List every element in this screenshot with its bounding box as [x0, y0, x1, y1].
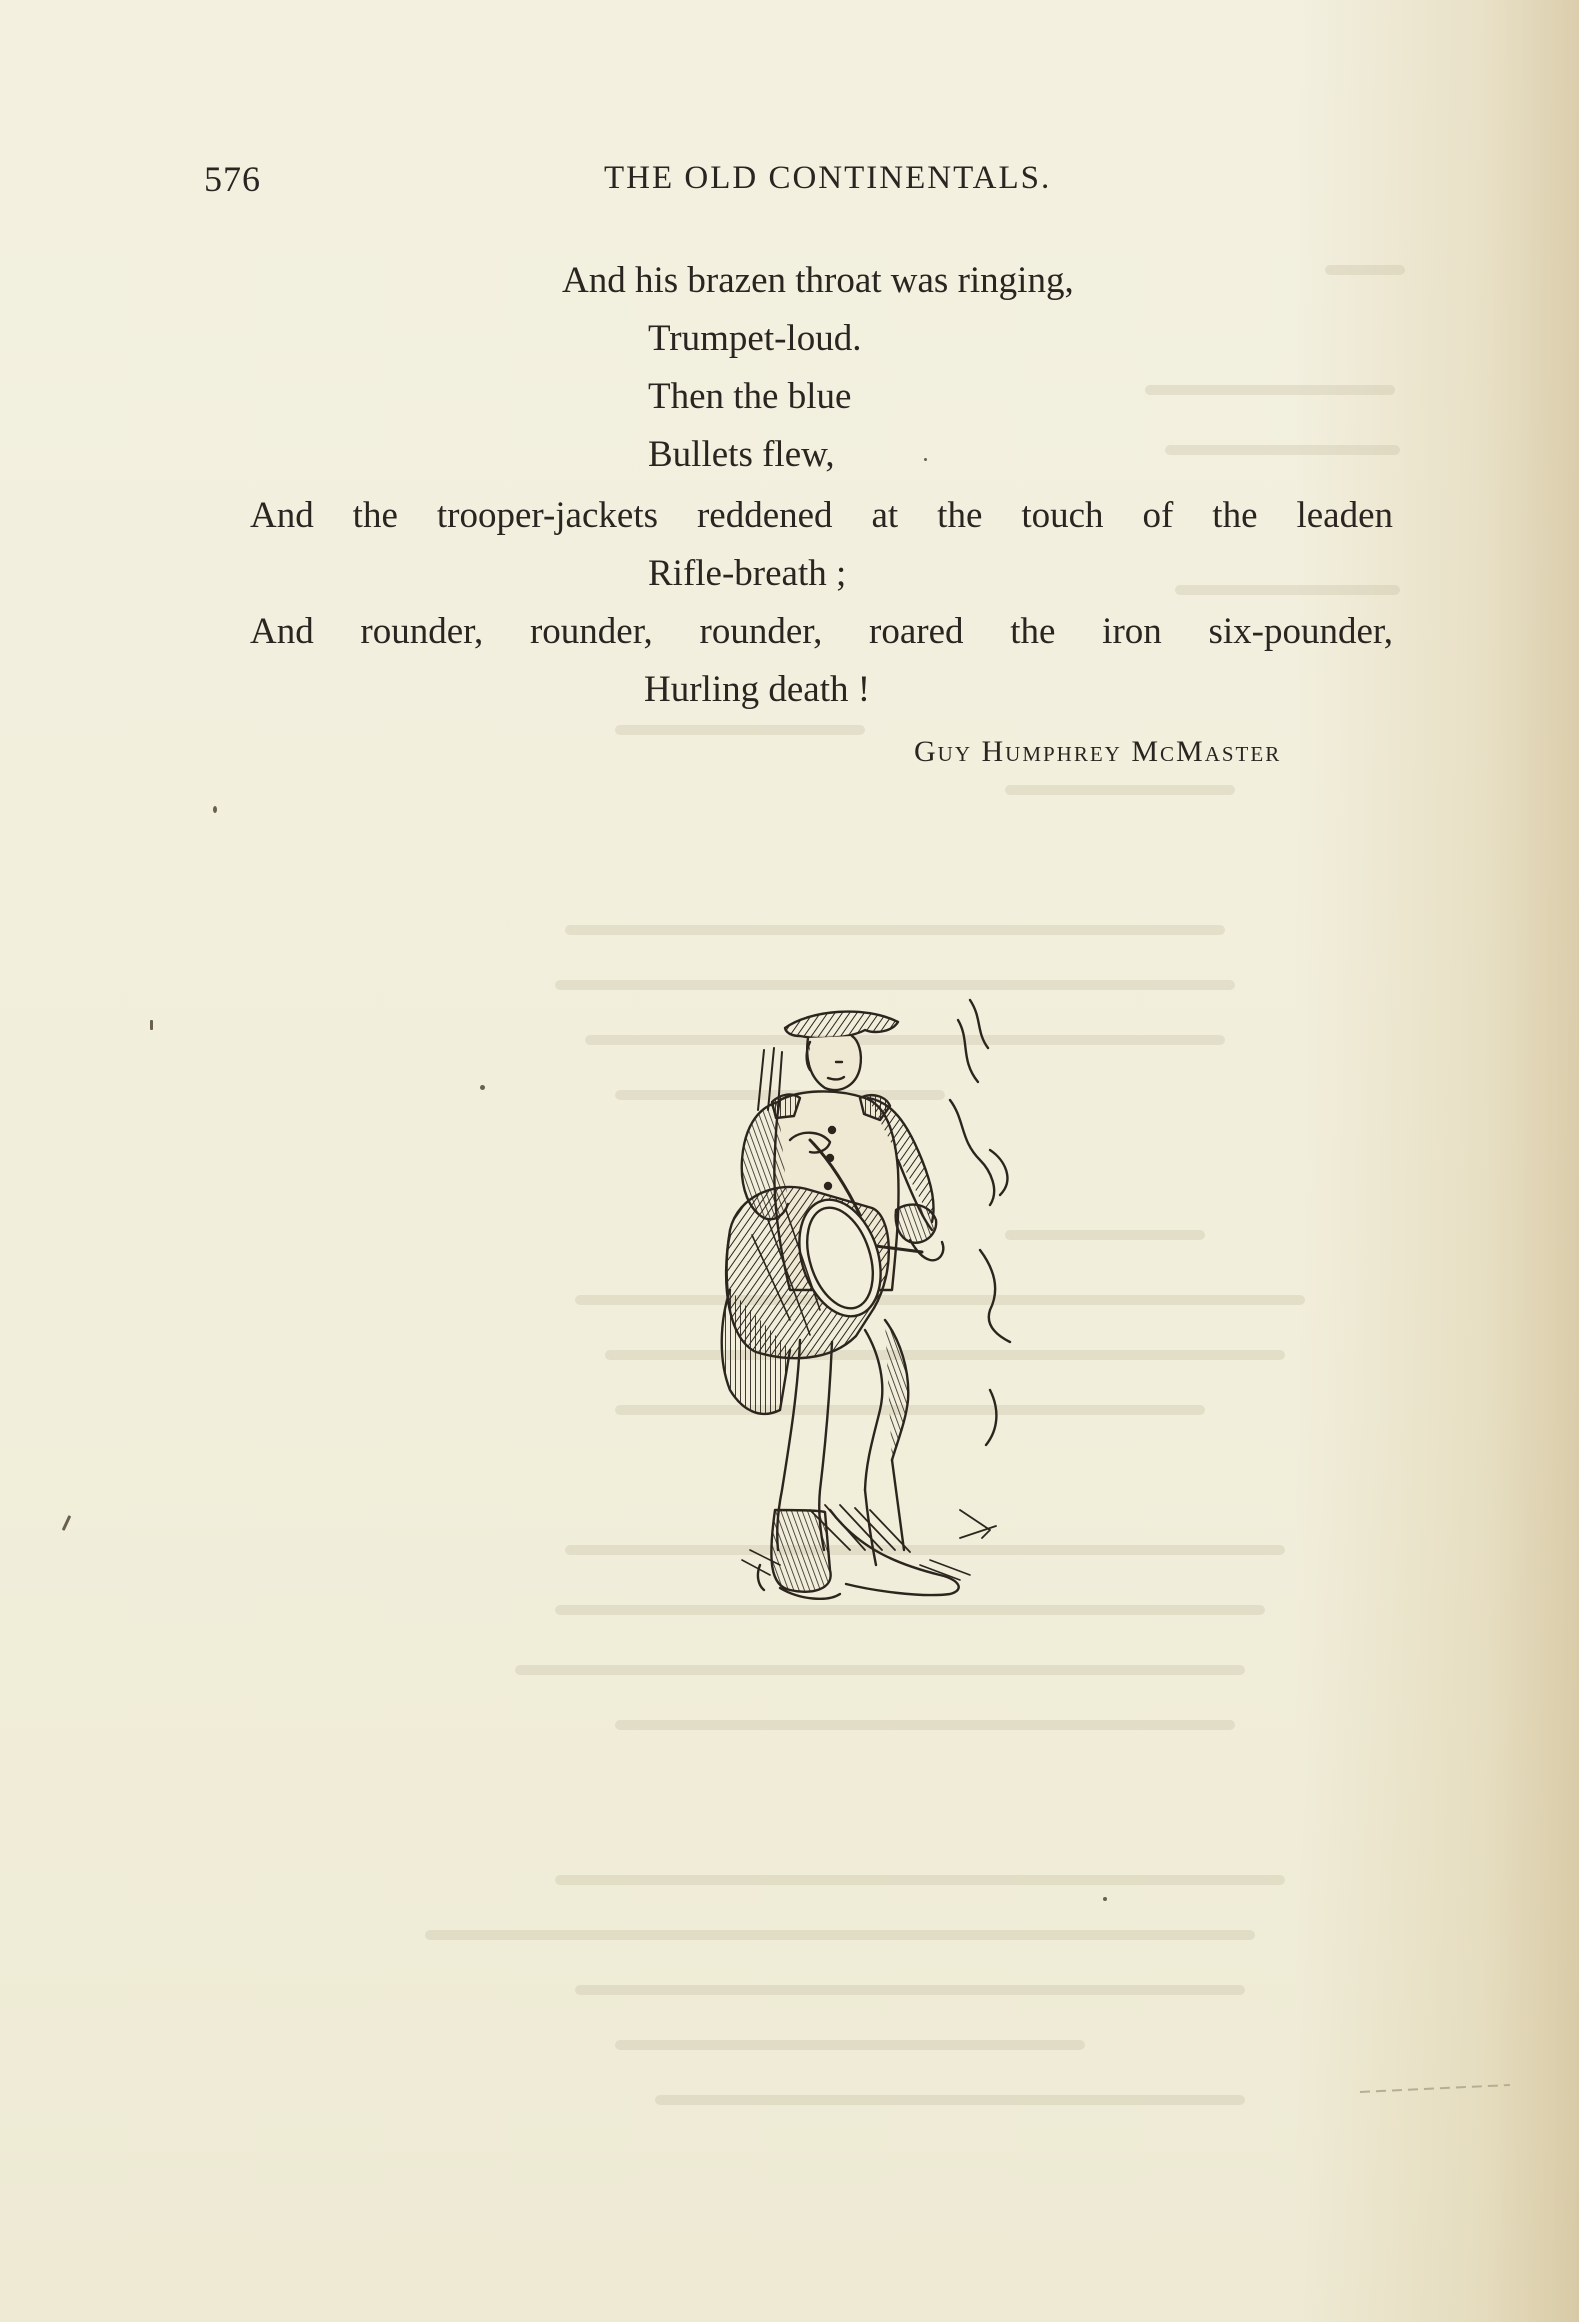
poem-line: Rifle-breath ; [648, 553, 847, 594]
paper-speck [150, 1020, 153, 1030]
paper-speck [213, 806, 217, 813]
paper-speck [480, 1085, 485, 1090]
poem-line: And rounder, rounder, rounder, roared the iron six-pounder, [250, 611, 1393, 652]
drummer-boy-engraving-icon [660, 990, 1040, 1640]
poem-line: And the trooper-jackets reddened at the touch of the leaden [250, 495, 1393, 536]
poem-attribution: Guy Humphrey McMaster [914, 735, 1282, 768]
paper-speck [1103, 1897, 1107, 1901]
poem-line: Bullets flew, [648, 434, 835, 475]
running-head [0, 158, 1579, 208]
paper-speck [924, 458, 927, 461]
poem-line: Trumpet-loud. [648, 318, 862, 359]
poem-line: Hurling death ! [644, 669, 871, 710]
page-number: 576 [204, 159, 261, 199]
poem-line: And his brazen throat was ringing, [562, 260, 1074, 301]
running-title: THE OLD CONTINENTALS. [604, 160, 1052, 196]
poem-line: Then the blue [648, 376, 852, 417]
